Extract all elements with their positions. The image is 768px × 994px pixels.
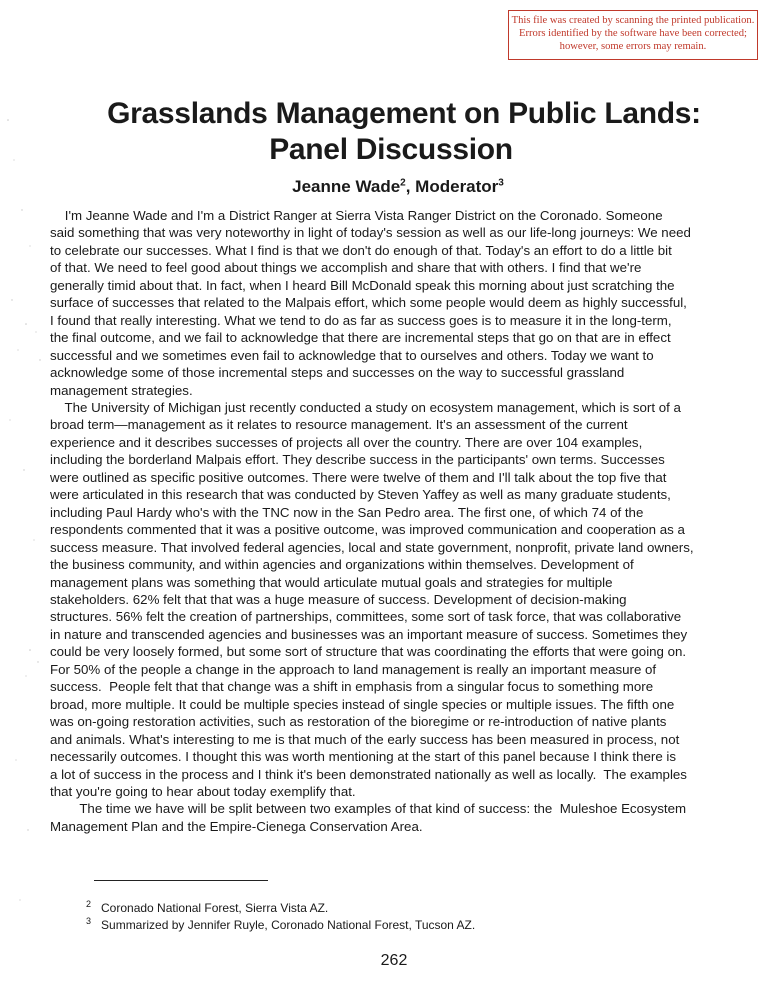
scan-notice-box (508, 10, 758, 60)
body-line: a lot of success in the process and I think it's been demonstrated nationally as well as locally. The examples (50, 766, 687, 782)
page-number: 262 (380, 952, 408, 969)
body-line: broad term—management as it relates to resource management. It's an assessment of the current (50, 417, 628, 433)
author-name: Jeanne Wade (292, 177, 401, 196)
body-line: success. People felt that that change was a shift in emphasis from a singular focus to something more (50, 679, 654, 695)
scan-notice-line-1: This file was created by scanning the printed publication. (511, 15, 755, 26)
body-line: management strategies. (50, 382, 193, 398)
footnote-divider (94, 880, 268, 881)
footnote-text: Coronado National Forest, Sierra Vista AZ. (101, 901, 329, 915)
scan-notice-line-3: however, some errors may remain. (559, 41, 707, 52)
body-line: broad, more multiple. It could be multiple species instead of single species or multiple issues. The fifth one (50, 696, 675, 712)
body-line: that you're going to hear about today exemplify that. (50, 783, 356, 799)
body-line: The time we have will be split between two examples of that kind of success: the Muleshoe Ecosystem (50, 801, 687, 817)
body-line: acknowledge some of those incremental steps and successes on the way to successful grassland (50, 365, 625, 381)
body-line: necessarily outcomes. I thought this was worth mentioning at the start of this panel because I think there is (50, 749, 677, 765)
footnote-mark: 3 (86, 916, 92, 926)
body-line: to celebrate our successes. What I find is that we don't do enough of that. Today's an effort to do a little bit (50, 242, 672, 258)
body-line: was on-going restoration activities, such as restoration of the bioregime or re-introduction of native plants (50, 714, 667, 730)
body-line: could be very loosely formed, but some sort of structure that was coordinating the efforts that were going on. (50, 644, 687, 660)
body-line: successful and we sometimes even fail to acknowledge that to ourselves and others. Today we want to (50, 347, 654, 363)
body-line: I found that really interesting. What we tend to do as far as success goes is to measure it in the long-term, (50, 312, 672, 328)
body-line: experience and it describes successes of projects all over the country. There are over 104 examples, (50, 434, 643, 450)
body-line: of that. We need to feel good about things we accomplish and share that with others. I find that we're (50, 260, 642, 276)
body-line: in nature and transcended agencies and businesses was an important measure of success. Sometimes they (50, 626, 688, 642)
footnote-text: Summarized by Jennifer Ruyle, Coronado National Forest, Tucson AZ. (101, 918, 476, 932)
author-line (0, 177, 768, 197)
footnote-2 (86, 899, 328, 915)
body-line: were articulated in this research that was conducted by Steven Yaffey as well as many graduate students, (50, 487, 671, 503)
body-line: management plans was something that would articulate mutual goals and strategies for multiple (50, 574, 613, 590)
footnote-mark: 2 (86, 899, 92, 909)
title-line-1: Grasslands Management on Public Lands: (107, 97, 701, 130)
body-line: the business community, and within agencies and organizations within themselves. Development of (50, 557, 634, 573)
footnote-3 (86, 916, 475, 932)
body-line: were outlined as specific positive outcomes. There were twelve of them and I'll talk about the top five that (50, 469, 667, 485)
scan-notice-line-2: Errors identified by the software have been corrected; (519, 28, 747, 39)
body-line: success measure. That involved federal agencies, local and state government, nonprofit, private land owners, (50, 539, 694, 555)
body-line: including the borderland Malpais effort. They describe success in the participants' own terms. Successes (50, 452, 665, 468)
scan-noise-margin (0, 0, 48, 994)
body-line: respondents commented that it was a positive outcome, was improved communication and cooperation as a (50, 522, 685, 538)
body-line: the final outcome, and we fail to acknowledge that there are incremental steps that go on that are in effect (50, 330, 671, 346)
body-line: Management Plan and the Empire-Cienega Conservation Area. (50, 818, 423, 834)
body-line: said something that was very noteworthy in light of today's session as well as our life-long journeys: We need (50, 225, 691, 241)
body-line: The University of Michigan just recently conducted a study on ecosystem management, which is sort of a (50, 399, 681, 415)
body-line: surface of successes that related to the Malpais effort, which some people would deem as highly successful, (50, 295, 687, 311)
body-line: and animals. What's interesting to me is that much of the early success has been measured in process, not (50, 731, 680, 747)
author-role: , Moderator (405, 177, 499, 196)
body-line: including Paul Hardy who's with the TNC now in the San Pedro area. The first one, of which 74 of the (50, 504, 644, 520)
page-title (0, 96, 768, 168)
body-line: generally timid about that. In fact, when I heard Bill McDonald speak this morning about just scratching the (50, 277, 675, 293)
body-line: I'm Jeanne Wade and I'm a District Ranger at Sierra Vista Ranger District on the Coronado. Someone (50, 208, 663, 223)
title-line-2: Panel Discussion (269, 133, 513, 166)
body-line: For 50% of the people a change in the approach to land management is really an important measure of (50, 661, 657, 677)
role-footnote-mark: 3 (498, 177, 504, 189)
author-footnote-mark: 2 (400, 177, 406, 189)
body-line: stakeholders. 62% felt that that was a huge measure of success. Development of decision-making (50, 591, 627, 607)
body-line: structures. 56% felt the creation of partnerships, committees, some sort of task force, that was collaborative (50, 609, 682, 625)
body-text (50, 207, 756, 835)
